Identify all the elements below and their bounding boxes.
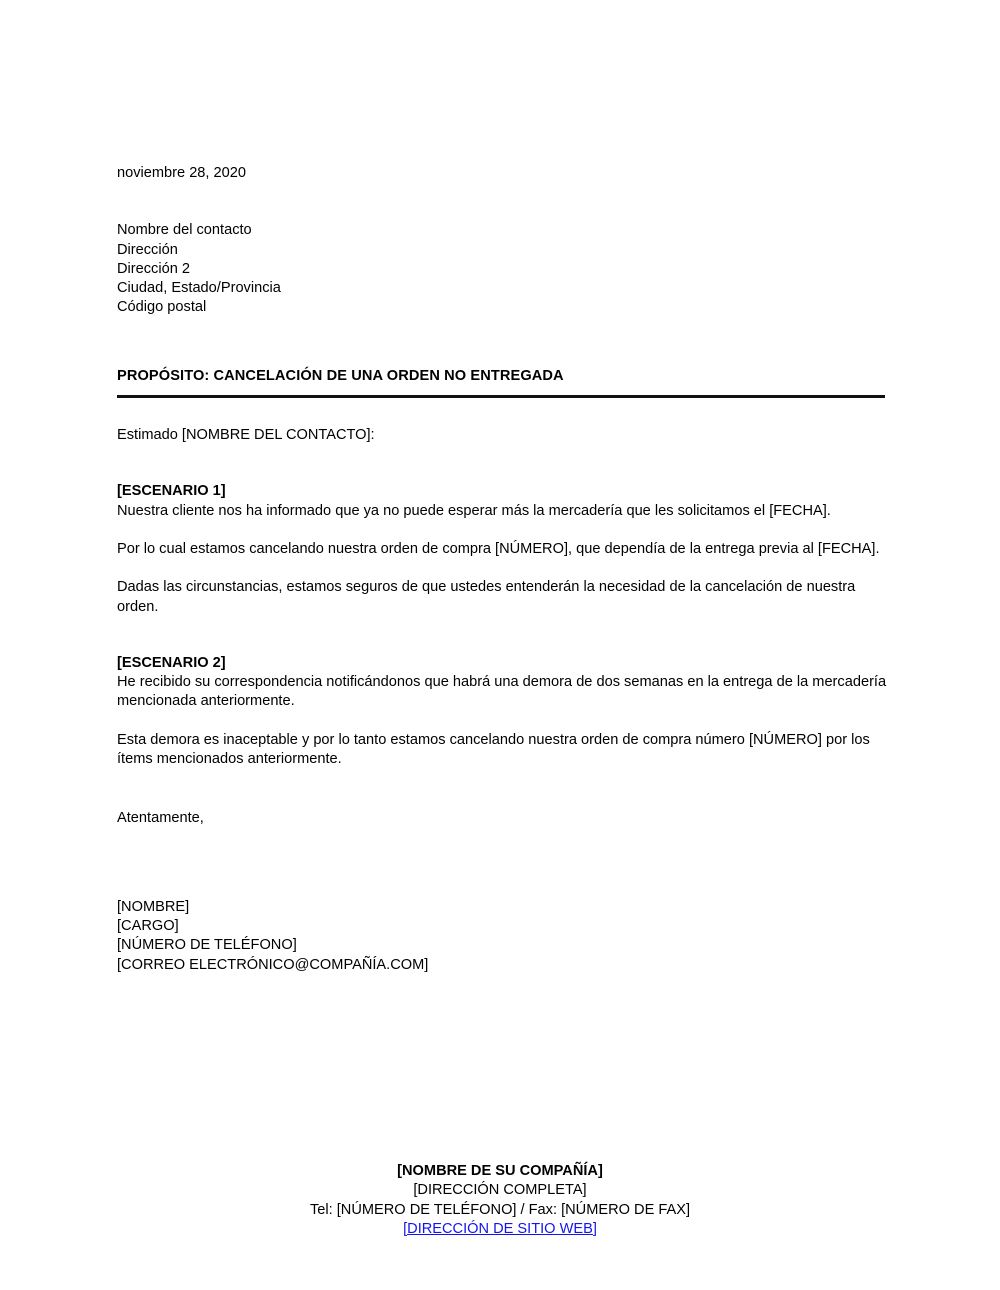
scenario-2-paragraph-1: He recibido su correspondencia notificándonos que habrá una demora de dos semanas en la entrega de la mercadería mencionada anteriormente. <box>117 674 887 710</box>
scenario-1-paragraph-1: Nuestra cliente nos ha informado que ya no puede esperar más la mercadería que les solicitamos el [FECHA]. <box>117 502 831 519</box>
footer-company-name: [NOMBRE DE SU COMPAÑÍA] <box>397 1163 603 1179</box>
subject-section <box>117 367 890 398</box>
footer-address: [DIRECCIÓN COMPLETA] <box>413 1182 587 1199</box>
address-line-postal-code: Código postal <box>117 299 207 316</box>
footer-phone-fax: Tel: [NÚMERO DE TELÉFONO] / Fax: [NÚMERO DE FAX] <box>309 1201 691 1218</box>
horizontal-rule-divider <box>117 395 885 398</box>
signature-email: [CORREO ELECTRÓNICO@COMPAÑÍA.COM] <box>117 956 429 973</box>
signature-name: [NOMBRE] <box>117 898 190 915</box>
scenario-2-heading: [ESCENARIO 2] <box>117 654 226 671</box>
scenario-1-block <box>117 482 890 616</box>
address-line-street: Dirección <box>117 241 178 258</box>
scenario-1-paragraph-3: Dadas las circunstancias, estamos seguros de que ustedes entenderán la necesidad de la cancelación de nuestra orden. <box>117 579 856 615</box>
letter-date: noviembre 28, 2020 <box>117 165 246 181</box>
scenario-2-paragraph-2: Esta demora es inaceptable y por lo tanto estamos cancelando nuestra orden de compra número [NÚMERO] por los ítems mencionados anteriormente. <box>117 731 870 768</box>
closing-line: Atentamente, <box>117 810 204 827</box>
address-line-contact-name: Nombre del contacto <box>117 222 252 239</box>
scenario-1-heading: [ESCENARIO 1] <box>117 483 226 500</box>
scenario-2-block <box>117 654 890 769</box>
signature-phone: [NÚMERO DE TELÉFONO] <box>117 937 297 954</box>
subject-heading: PROPÓSITO: CANCELACIÓN DE UNA ORDEN NO ENTREGADA <box>117 367 564 384</box>
page-footer <box>0 1162 1000 1239</box>
signature-block <box>117 898 890 975</box>
signature-title: [CARGO] <box>117 917 179 934</box>
address-line-city-state: Ciudad, Estado/Provincia <box>117 280 281 297</box>
scenario-1-paragraph-2: Por lo cual estamos cancelando nuestra orden de compra [NÚMERO], que dependía de la entrega previa al [FECHA]. <box>117 540 880 557</box>
footer-website-line <box>0 1220 1000 1239</box>
letter-body <box>117 164 890 975</box>
salutation-line: Estimado [NOMBRE DEL CONTACTO]: <box>117 427 375 444</box>
recipient-address-block <box>117 221 890 317</box>
address-line-street-2: Dirección 2 <box>117 260 190 277</box>
footer-website-link[interactable]: [DIRECCIÓN DE SITIO WEB] <box>403 1220 597 1237</box>
